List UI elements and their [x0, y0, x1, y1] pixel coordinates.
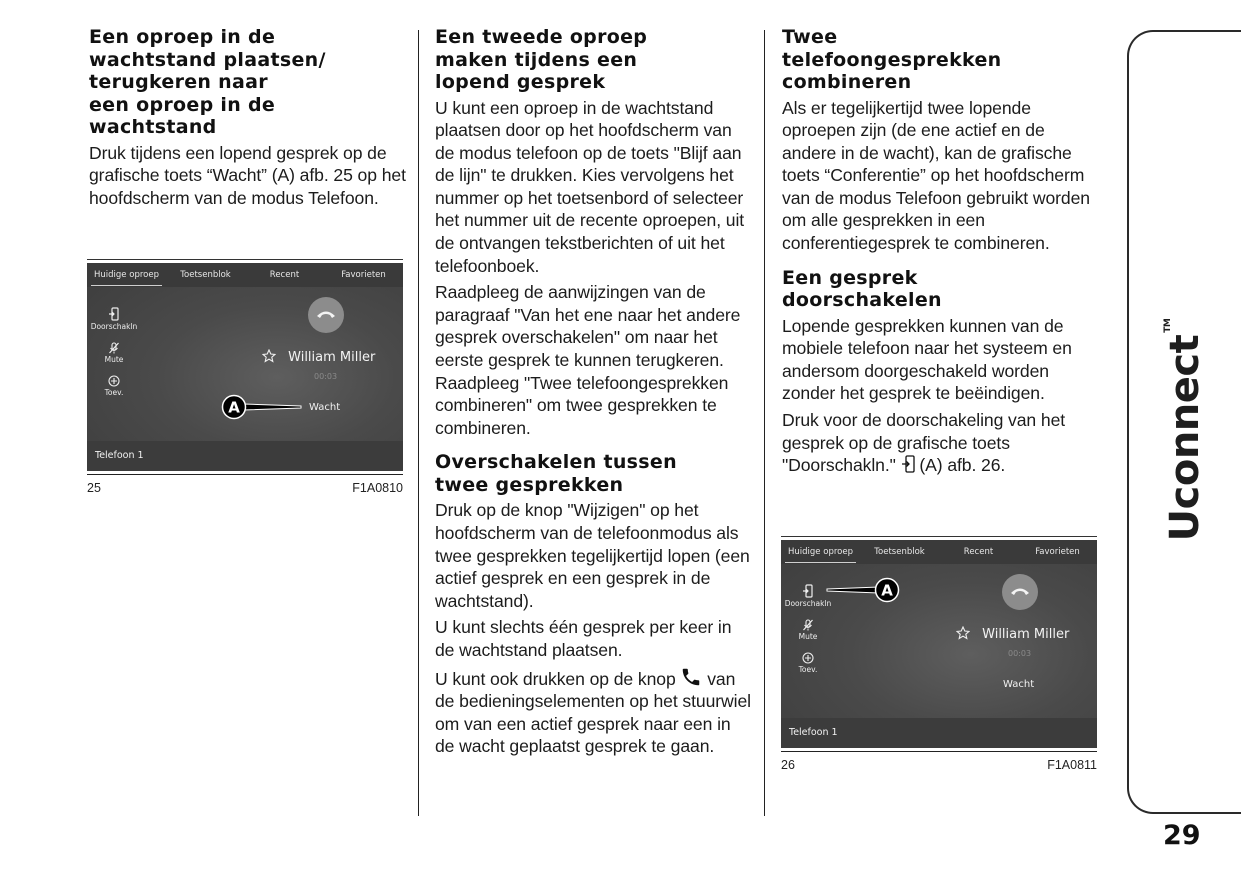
phone-source-bar	[87, 441, 403, 471]
end-call-button[interactable]	[1002, 574, 1038, 610]
callout-a-marker	[825, 577, 901, 603]
column-divider-1	[418, 30, 419, 816]
mute-mic-icon	[108, 342, 120, 354]
heading-line: telefoongesprekken	[782, 48, 1002, 71]
phone-source-label: Telefoon 1	[789, 727, 838, 738]
mute-label: Mute	[798, 632, 818, 641]
section-heading-switch-calls	[435, 451, 753, 496]
section-heading-second-call	[435, 26, 753, 94]
heading-line: Overschakelen tussen	[435, 451, 677, 474]
figure-number: 26	[781, 758, 795, 772]
add-circle-icon	[802, 652, 814, 664]
svg-text:A: A	[881, 581, 893, 600]
hang-up-icon	[316, 309, 336, 319]
phone-source-bar	[781, 718, 1097, 748]
transfer-label: Doorschakln	[784, 599, 832, 608]
text-before-icon: Druk voor de doorschakeling van het gesprek op de grafische toets "Doorschakln."	[782, 410, 1066, 476]
transfer-label: Doorschakln	[90, 322, 138, 331]
tab-toetsenblok[interactable]: Toetsenblok	[180, 270, 231, 280]
phone-screen-figure-25	[87, 263, 403, 471]
add-call-label: Toev.	[104, 388, 124, 397]
phone-handset-icon	[680, 666, 702, 688]
paragraph-second-call: U kunt een oproep in de wachtstand plaatsen door op het hoofdscherm van de modus telefoon op de toets "Blijf aan de lijn" te drukken. Kies vervolgens het nummer op het toetsenbord of selecteer het nummer uit de recente oproepen, uit de ontvangen tekstberichten of uit het telefoonboek.	[435, 97, 745, 276]
figure-number: 25	[87, 481, 101, 495]
hold-button[interactable]: Wacht	[1003, 679, 1035, 690]
caller-info	[956, 626, 1069, 642]
tab-huidige-oproep[interactable]: Huidige oproep	[87, 263, 166, 287]
mute-mic-icon	[802, 619, 814, 631]
transfer-phone-icon	[802, 584, 814, 598]
section-heading-hold-call	[89, 26, 407, 139]
trademark-mark: TM	[1163, 318, 1173, 333]
paragraph-transfer-info: Lopende gesprekken kunnen van de mobiele telefoon naar het systeem en andersom doorgeschakeld worden zonder het gesprek te beëindigen.	[782, 315, 1072, 404]
phone-source-label: Telefoon 1	[95, 450, 144, 461]
column-2	[435, 26, 753, 762]
figure-top-rule	[781, 536, 1097, 537]
tab-favorieten[interactable]: Favorieten	[341, 270, 386, 280]
section-heading-transfer-call	[782, 267, 1100, 312]
phone-screen-figure-26	[781, 540, 1097, 748]
figure-code: F1A0811	[1047, 758, 1097, 772]
heading-line: Twee	[782, 26, 838, 48]
heading-line: doorschakelen	[782, 289, 942, 312]
text-after-icon: (A) afb. 26.	[919, 455, 1006, 476]
paragraph-transfer-instruction	[782, 409, 1100, 477]
tab-favorieten[interactable]: Favorieten	[1035, 547, 1080, 557]
text-before-icon: U kunt ook drukken op de knop	[435, 668, 676, 689]
paragraph-switch-calls: Druk op de knop "Wijzigen" op het hoofdscherm van de telefoonmodus als twee gesprekken tegelijkertijd lopen (een actief gesprek en een gesprek in de wachtstand).	[435, 500, 750, 611]
tab-huidige-oproep[interactable]: Huidige oproep	[781, 540, 860, 564]
figure-code: F1A0810	[352, 481, 403, 495]
paragraph-single-hold: U kunt slechts één gesprek per keer in de wachtstand plaatsen.	[435, 617, 732, 660]
mute-button[interactable]	[87, 342, 141, 364]
transfer-button[interactable]	[87, 307, 141, 331]
text-after-icon: van de bedieningselementen op het stuurwiel om van een actief gesprek naar een in de wacht geplaatst gesprek te gaan.	[435, 668, 751, 757]
heading-line: lopend gesprek	[435, 71, 606, 93]
heading-line: combineren	[782, 71, 912, 93]
tab-recent[interactable]: Recent	[269, 270, 300, 280]
favorite-star-icon[interactable]	[956, 626, 970, 640]
add-circle-icon	[108, 375, 120, 387]
hold-button[interactable]: Wacht	[309, 402, 341, 413]
tab-toetsenblok[interactable]: Toetsenblok	[874, 547, 925, 557]
hang-up-icon	[1010, 586, 1030, 596]
add-call-button[interactable]	[781, 652, 835, 674]
figure-top-rule	[87, 259, 403, 260]
favorite-star-icon[interactable]	[262, 349, 276, 363]
svg-text:A: A	[228, 398, 240, 417]
column-1	[89, 26, 407, 213]
mute-label: Mute	[104, 355, 124, 364]
heading-line: maken tijdens een	[435, 48, 638, 71]
end-call-button[interactable]	[308, 297, 344, 333]
figure-caption	[87, 474, 403, 495]
heading-line: wachtstand	[89, 116, 217, 138]
add-call-label: Toev.	[798, 665, 818, 674]
chapter-title	[1162, 319, 1208, 542]
paragraph-steering-wheel	[435, 666, 753, 758]
heading-line: wachtstand plaatsen/	[89, 48, 326, 71]
figure-25	[87, 259, 403, 495]
tab-recent[interactable]: Recent	[963, 547, 994, 557]
call-timer: 00:03	[1008, 649, 1032, 658]
paragraph-return-first-call: Raadpleeg de aanwijzingen van de paragraaf "Van het ene naar het andere gesprek overschakelen" om naar het eerste gesprek te kunnen terugkeren. Raadpleeg "Twee telefoongesprekken combineren" om twee gesprekken te combineren.	[435, 282, 741, 438]
add-call-button[interactable]	[87, 375, 141, 397]
column-3	[782, 26, 1100, 481]
paragraph-hold-call: Druk tijdens een lopend gesprek op de grafische toets “Wacht” (A) afb. 25 op het hoofdscherm van de modus Telefoon.	[89, 142, 406, 208]
heading-line: Een gesprek	[782, 266, 918, 289]
paragraph-combine-calls: Als er tegelijkertijd twee lopende oproepen zijn (de ene actief en de andere in de wacht), kan de grafische toets “Conferentie” op het hoofdscherm van de modus Telefoon gebruikt worden om alle gesprekken in een conferentiegesprek te combineren.	[782, 97, 1090, 254]
figure-caption	[781, 751, 1097, 772]
heading-line: terugkeren naar	[89, 71, 268, 93]
heading-line: Een tweede oproep	[435, 26, 648, 48]
section-heading-combine-calls	[782, 26, 1100, 94]
heading-line: een oproep in de	[89, 93, 276, 116]
column-divider-2	[764, 30, 765, 816]
page-number: 29	[1163, 820, 1201, 851]
caller-name: William Miller	[288, 350, 376, 365]
screen-tabs	[781, 540, 1097, 564]
screen-tabs	[87, 263, 403, 287]
chapter-title-text: Uconnect	[1162, 334, 1208, 542]
callout-a-marker	[221, 394, 303, 420]
caller-name: William Miller	[982, 627, 1070, 642]
heading-line: twee gesprekken	[435, 473, 624, 496]
figure-26	[781, 536, 1097, 772]
call-timer: 00:03	[314, 372, 338, 381]
caller-info	[262, 349, 375, 365]
transfer-phone-icon	[108, 307, 120, 321]
mute-button[interactable]	[781, 619, 835, 641]
heading-line: Een oproep in de	[89, 26, 276, 48]
transfer-phone-icon	[901, 454, 915, 474]
